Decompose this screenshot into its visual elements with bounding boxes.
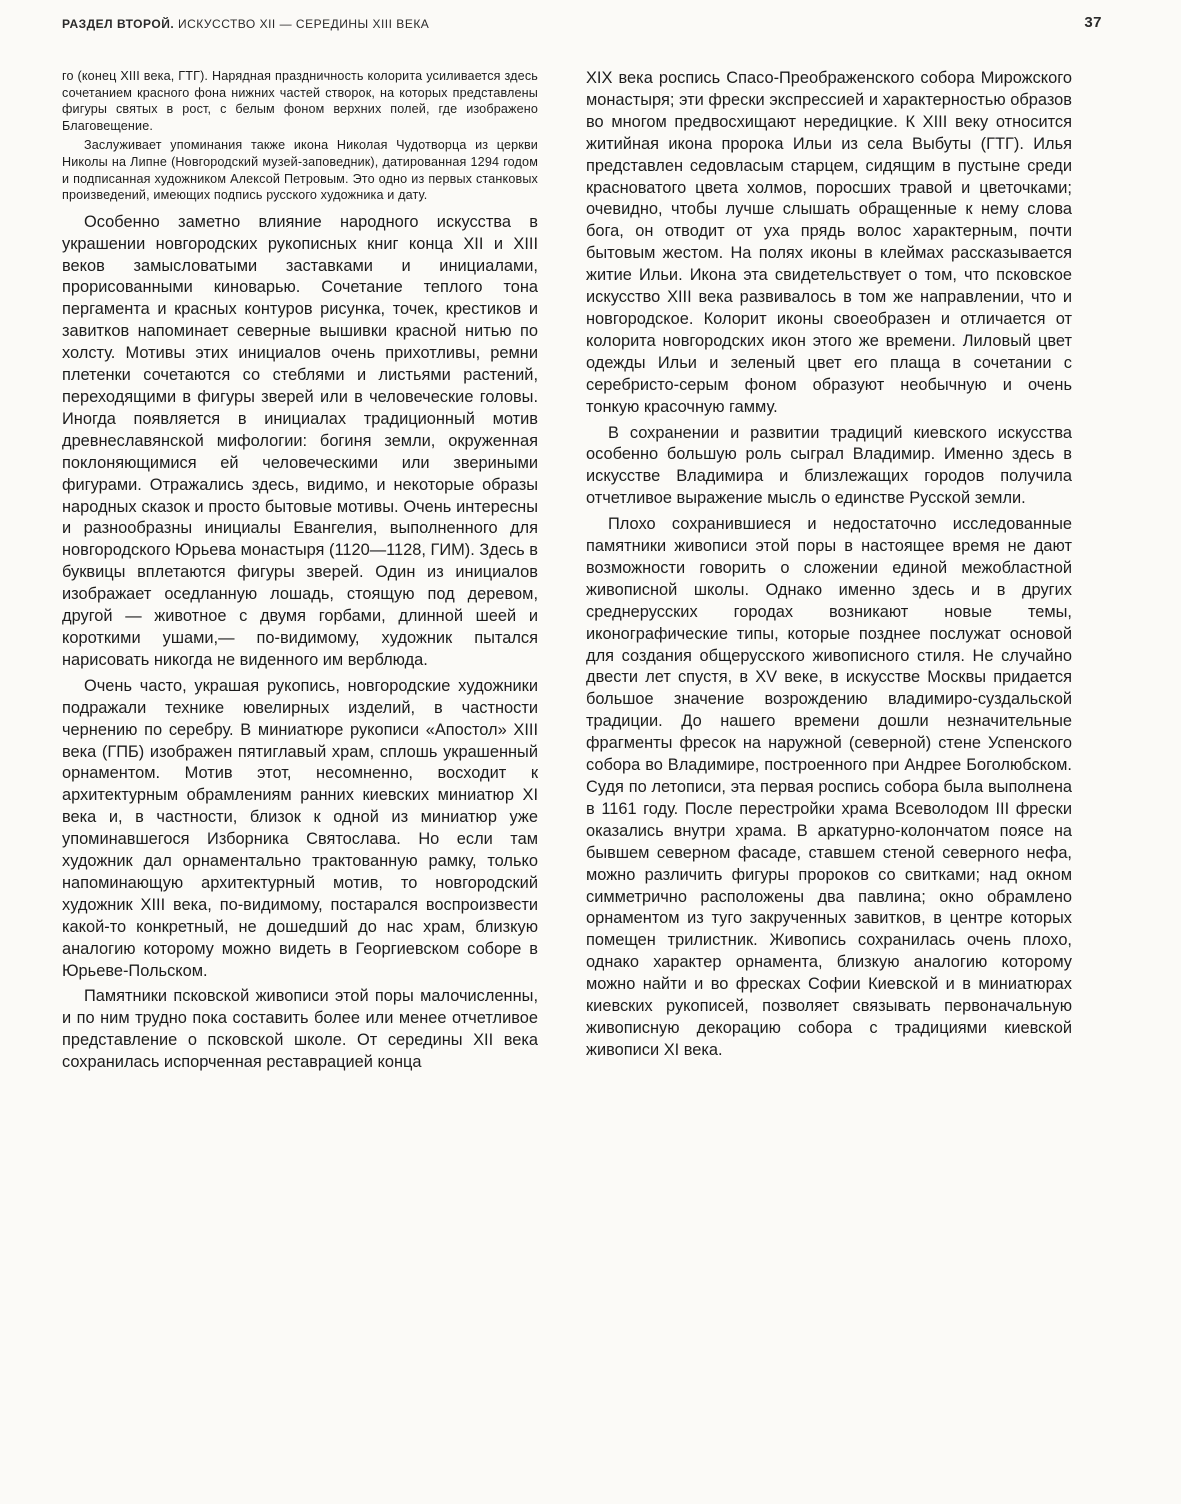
section-label: РАЗДЕЛ ВТОРОЙ. (62, 17, 175, 31)
page-number: 37 (1084, 14, 1102, 31)
paragraph-pskov: Памятники псковской живописи этой поры малочисленны, и по ним трудно пока составить более или менее отчетливое представление о псковской школе. От середины XII века сохранилась испорченная реставрацией конца (62, 987, 538, 1072)
right-column (586, 68, 1072, 1062)
paragraph-apostle: Очень часто, украшая рукопись, новгородские художники подражали технике ювелирных изделий, в частности чернению по серебру. В миниатюре рукописи «Апостол» XIII века (ГПБ) изображен пятиглавый храм, сплошь украшенный орнаментом. Мотив этот, несомненно, восходит к архитектурным обрамлениям ранних киевских миниатюр XI века и, в частности, близок к одной из миниатюр уже упоминавшегося Изборника Святослава. Но если там художник дал орнаментально трактованную рамку, только напоминающую архитектурный мотив, то новгородский художник XIII века, по-видимому, постарался воспроизвести какой-то конкретный, не дошедший до нас храм, близкую аналогию которому можно видеть в Георгиевском соборе в Юрьеве-Польском. (62, 676, 538, 980)
running-head (62, 14, 1102, 36)
small-print-block (62, 68, 538, 204)
paragraph-manuscripts: Особенно заметно влияние народного искусства в украшении новгородских рукописных книг конца XII и XIII веков замысловатыми заставками и инициалами, прорисованными киноварью. Сочетание теплого тона пергамента и красных контуров рисунка, точек, крестиков и завитков напоминает северные вышивки красной нитью по холсту. Мотивы этих инициалов очень прихотливы, ремни плетенки сочетаются со стеблями и листьями растений, переходящими в фигуры зверей или в человеческие головы. Иногда появляется в инициалах традиционный мотив древнеславянской мифологии: богиня земли, окруженная поклоняющимися ей человеческими или звериными фигурами. Отражались здесь, видимо, и некоторые образы народных сказок и просто бытовые мотивы. Очень интересны и разнообразны инициалы Евангелия, выполненного для новгородского Юрьева монастыря (1120—1128, ГИМ). Здесь в буквицы вплетаются фигуры зверей. Один из инициалов изображает оседланную лошадь, стоящую под деревом, другой — животное с двумя горбами, длинной шеей и короткими ушами,— по-видимому, художник пытался нарисовать никогда не виденного им верблюда. (62, 212, 538, 669)
small-paragraph-2: Заслуживает упоминания также икона Николая Чудотворца из церкви Николы на Липне (Новгородский музей-заповедник), датированная 1294 годом и подписанная художником Алексой Петровым. Это одно из первых станковых произведений, имеющих подпись русского художника и дату. (62, 138, 538, 203)
paragraph-vladimir: В сохранении и развитии традиций киевского искусства особенно большую роль сыграл Владимир. Именно здесь в искусстве Владимира и близлежащих городов получила отчетливое выражение мысль о единстве Русской земли. (586, 423, 1072, 508)
left-column (62, 68, 538, 1074)
small-paragraph-1: го (конец XIII века, ГТГ). Нарядная праздничность колорита усиливается здесь сочетанием красного фона нижних частей створок, на которых представлены фигуры святых в рост, с белым фоном верхних полей, где изображено Благовещение. (62, 69, 538, 133)
running-head-title (62, 17, 429, 31)
main-text-block-left (62, 212, 538, 1074)
chapter-title: ИСКУССТВО XII — СЕРЕДИНЫ XIII ВЕКА (178, 17, 430, 31)
paragraph-mirozh: XIX века роспись Спасо-Преображенского собора Мирожского монастыря; эти фрески экспрессией и характерностью образов во многом предвосхищают нередицкие. К XIII веку относится житийная икона пророка Ильи из села Выбуты (ГТГ). Илья представлен седовласым старцем, сидящим в пустыне среди красноватого цвета холмов, поросших травой и цветочками; очевидно, чтобы лучше слышать обращенные к нему слова бога, он отводит от уха прядь волос характерным, почти бытовым жестом. На полях иконы в клеймах рассказывается житие Ильи. Икона эта свидетельствует о том, что псковское искусство XIII века развивалось в том же направлении, что и новгородское. Колорит иконы своеобразен и отличается от колорита новгородских икон этого же времени. Лиловый цвет одежды Ильи и зеленый цвет его плаща в сочетании с серебристо-серым фоном образуют необычную и очень тонкую красочную гамму. (586, 69, 1072, 416)
paragraph-monuments: Плохо сохранившиеся и недостаточно исследованные памятники живописи этой поры в настоящее время не дают возможности говорить о сложении единой межобластной живописной школы. Однако именно здесь и в других среднерусских городах возникают новые темы, иконографические типы, которые позднее послужат основой для создания общерусского живописного стиля. Не случайно двести лет спустя, в XV веке, в искусстве Москвы придается большое значение возрождению владимиро-суздальской традиции. До нашего времени дошли незначительные фрагменты фресок на наружной (северной) стене Успенского собора во Владимире, построенного при Андрее Боголюбском. Судя по летописи, эта первая роспись собора была выполнена в 1161 году. После перестройки храма Всеволодом III фрески оказались внутри храма. В аркатурно-колончатом поясе на бывшем северном фасаде, ставшем стеной северного нефа, можно различить фигуры пророков со свитками; над окном симметрично расположены два павлина; окно обрамлено орнаментом из туго закрученных завитков, в центре которых помещен трилистник. Живопись сохранилась очень плохо, однако характер орнамента, близкую аналогию которому можно найти и во фресках Софии Киевской и в миниатюрах киевских рукописей, позволяет связывать первоначальную живописную декорацию собора с традициями киевской живописи XI века. (586, 515, 1072, 1059)
